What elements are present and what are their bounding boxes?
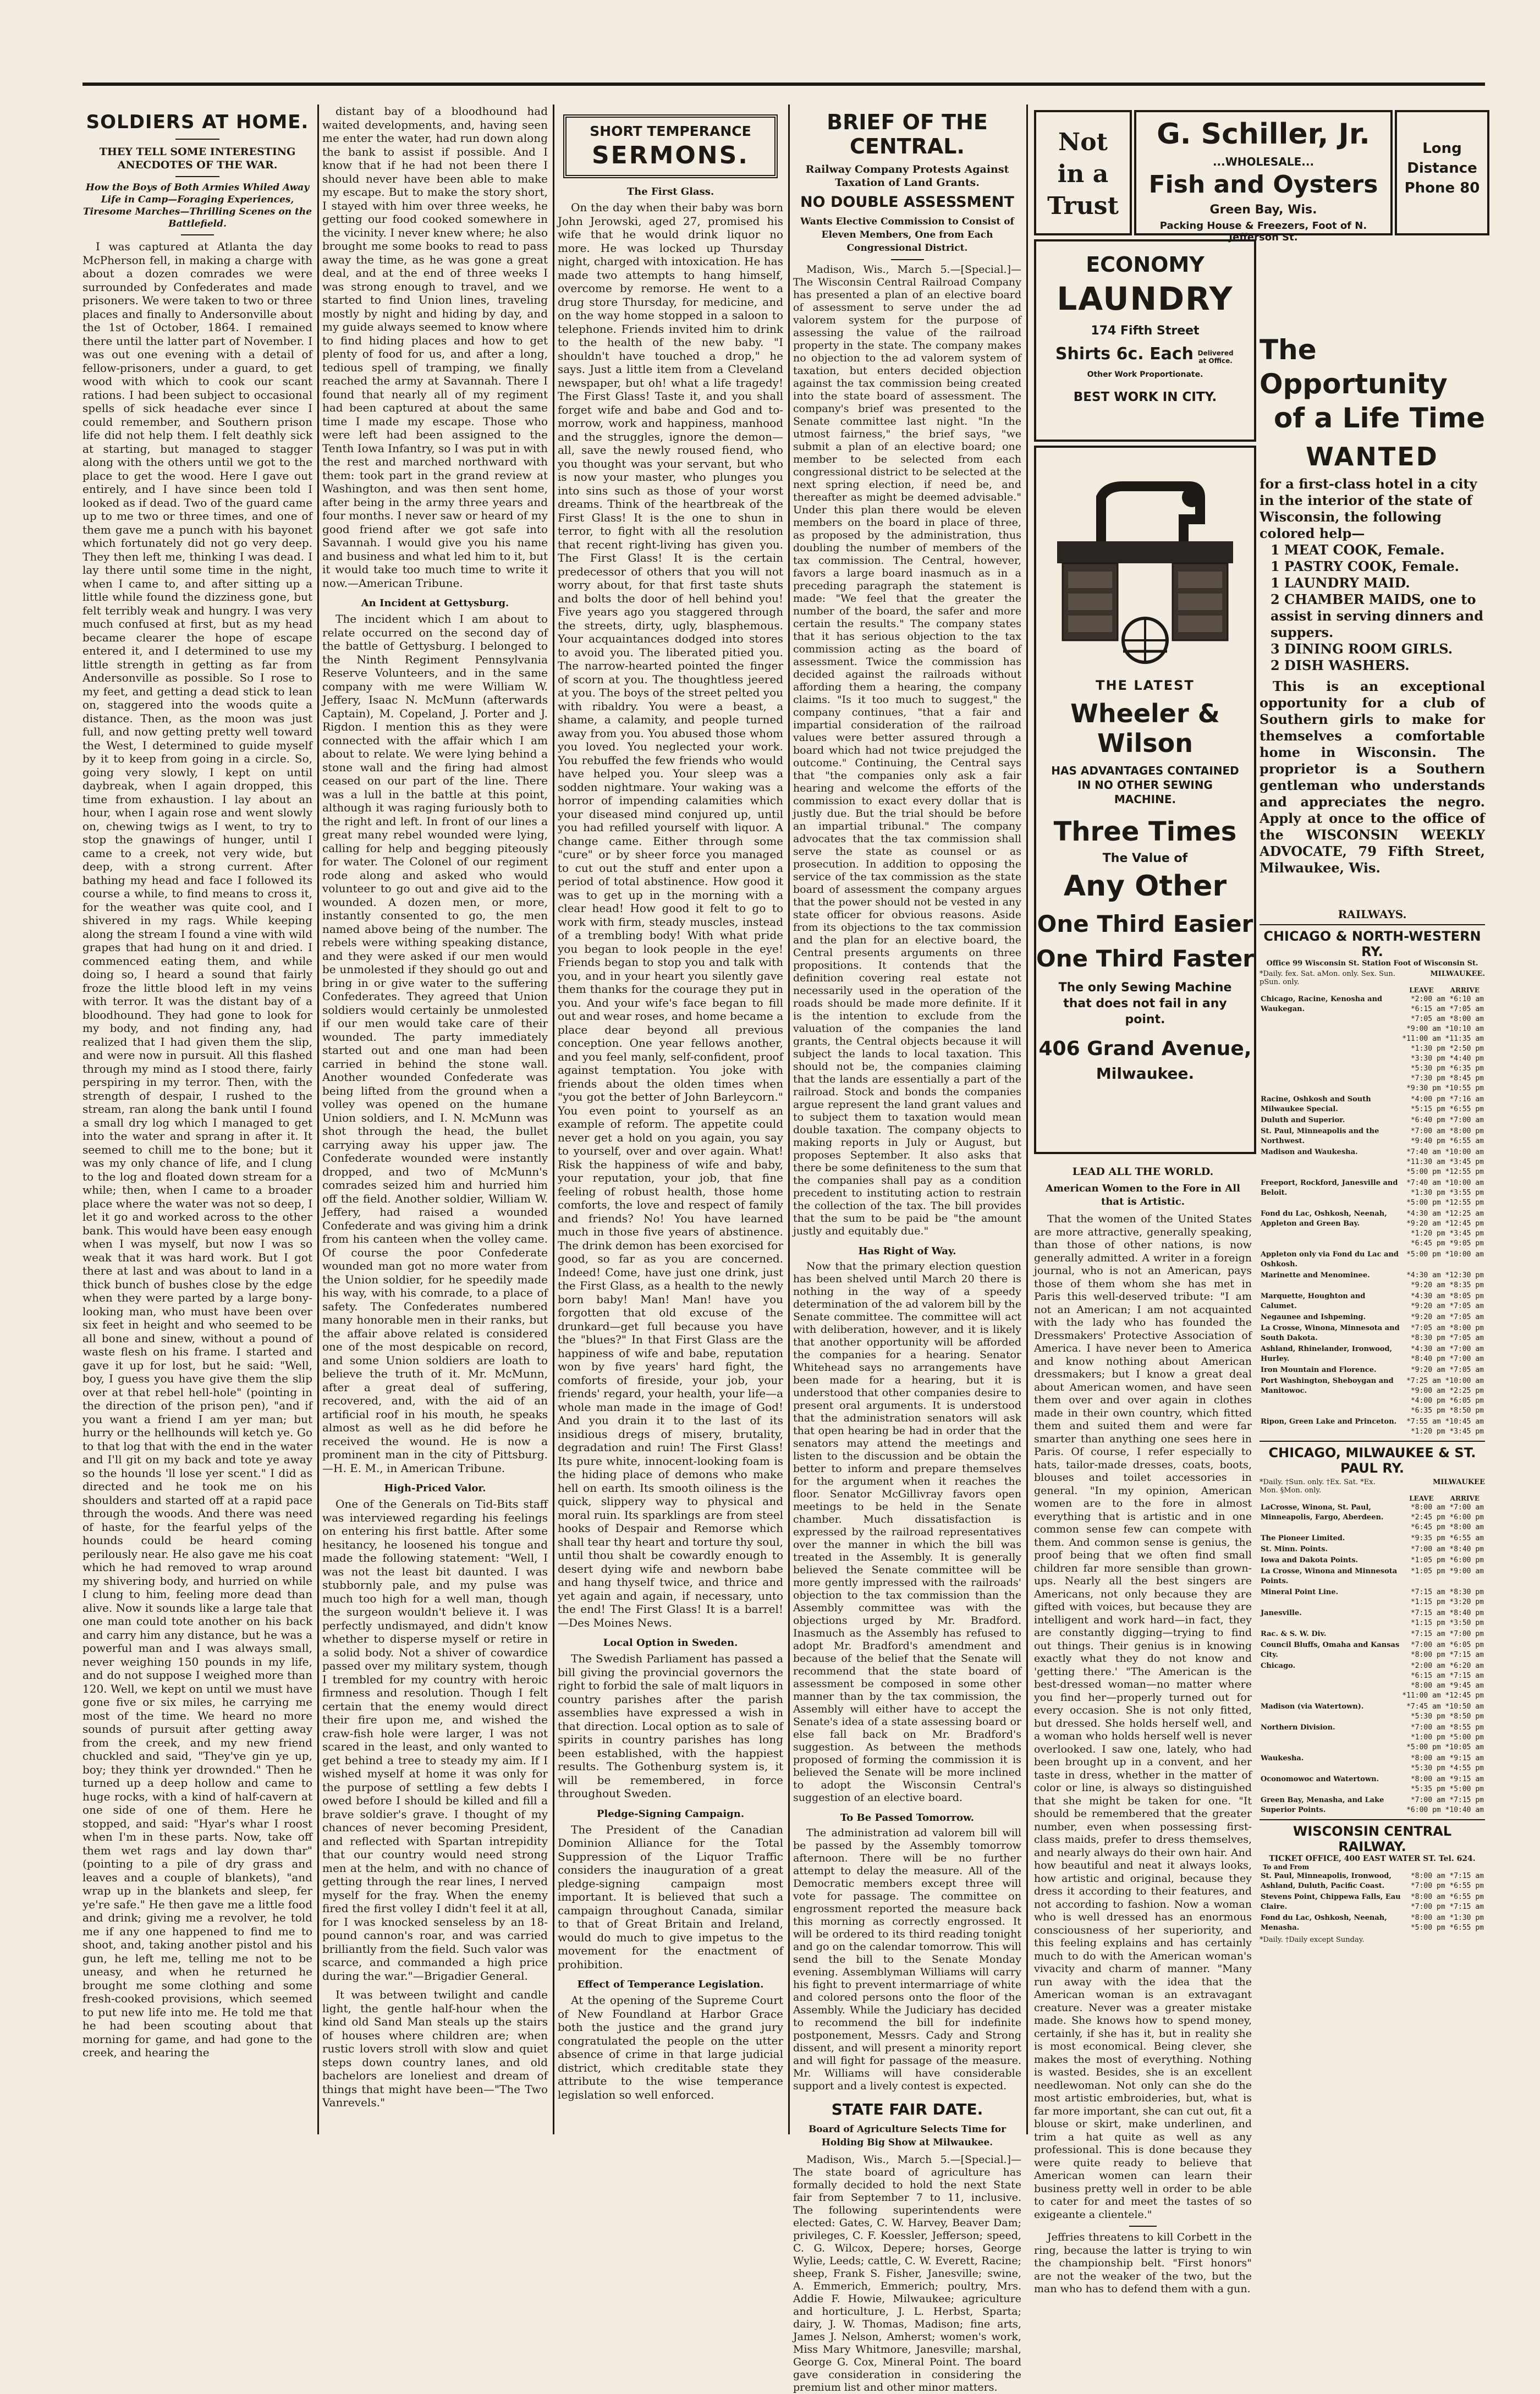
ad-line: THE LATEST [1096,678,1195,693]
departure-times [1401,994,1485,1094]
destination: Marinette and Menominee. [1261,1271,1370,1280]
article-heading: Effect of Temperance Legislation. [577,1979,764,1990]
article-deck: How the Boys of Both Armies Whiled Away Life in Camp—Foraging Experiences, Tiresome Marches—Thrilling Scenes on the Battlefield. [82,182,312,229]
time-pair: *7:15 am *8:40 pm [1410,1609,1484,1617]
time-pair: *7:40 am *10:00 am [1406,1148,1484,1156]
time-pair: *5:00 pm *12:55 pm [1406,1168,1484,1176]
article-subhead: American Women to the Fore in All that is Artistic. [1046,1183,1240,1207]
time-pair: *8:00 am *1:30 pm [1410,1914,1484,1922]
departure-times [1401,1555,1485,1566]
departure-times [1401,1661,1485,1701]
timetable-row [1260,1640,1485,1661]
departure-times [1410,1871,1485,1892]
destination: Marquette, Houghton and Calumet. [1261,1292,1366,1310]
article-body: I was captured at Atlanta the day McPherson fell, in making a charge with about a dozen comrades we were surrounded by Confederates and made prisoners. We were taken to two or three places and finally to Andersonville about the 1st of October, 1864. I remained there until the latter part of November. I was out one evening with a detail of fellow-prisoners, under a guard, to get wood with which to cook our scant rations. I had been subject to occasional spells of sick headache ever since I could remember, and Southern prison life did not help them. I felt deathly sick at starting, but managed to stagger along with the others until we got to the place to get the wood. Here I gave out entirely, and I have since been told I looked as if dead. Two of the guard came up to me two or three times, and one of them gave me a punch with his bayonet which fortunately did not go very deep. They then left me, thinking I was dead. I lay there until some time in the night, when I came to, and after sitting up a little while found the dizziness gone, but felt terribly weak and hungry. I was very much confused at first, but as my head became clearer the hope of escape entered it, and I determined to use my little strength in getting as far from Andersonville as possible. So I rose to my feet, and getting a dead stick to lean on, staggered into the woods quite a distance. Then, as the moon was just full, and now getting pretty well toward the West, I determined to guide myself by it to keep from going in a circle. So, going very slowly, I kept on until daybreak, when I again dropped, this time from exhaustion. I lay about an hour, when I again rose and went slowly on, chewing twigs as I went, to try to stop the gnawings of hunger, until I came to a creek, not very wide, but deep, with a strong current. After bathing my head and face I followed its course a while, to find means to cross it, for the weather was quite cool, and I shivered in my rags. While keeping along the stream I found a vine with wild grapes that had hung on it and dried. I commenced eating them, and while doing so, I heard a sound that fairly froze the little blood left in my veins with terror. It was the distant bay of a bloodhound. They had gone to look for my body, and not finding any, had realized that I had given them the slip, and were now in pursuit. All this flashed through my mind as I stood there, fairly perspiring in my terror. Then, with the strength of despair, I rushed to the stream, ran along the bank until I found a small dry log which I managed to get into the water and sprang in after it. It seemed to chill me to the bone; but it was my only chance of life, and I clung to the log and floated down stream for a while; then, when I came to a broader place where the water was not so deep, I let it go and worked across to the other bank. This would have been easy enough when I was myself, but now I was so weak that it was hard work. But I got there at last and was about to land in a thick bunch of bushes close by the edge when they were parted by a large bony-looking man, who must have been over six feet in height and who seemed to be all bone and sinew, without a pound of waste flesh on his frame. I started and gave it up for lost, but he said: "Well, boy, I guess you have give them the slip over at that rebel hell-hole" (pointing in the direction of the prison pen), "and if you want a friend I am yer man; but hurry or the hellhounds will ketch ye. Go to that log that with the end in the water and I'll git on my back and tote ye away so the hounds 'll lose yer scent." I did as directed and he took me on his shoulders and started off at a rapid pace through the woods. And there was need of haste, for the fearful yelps of the hounds could be heard coming perilously near. He also gave me his coat which he had removed to wrap around my shivering body, and hurried on while I clung to him, feeling more dead than alive. Now it sounds like a large tale that one man could tote another on his back and carry him any distance, but he was a powerful man and I was always small, never weighing 150 pounds in my life, and do not suppose I weighed more than 120. Well, we kept on until we must have gone five or six miles, he carrying me most of the time. We heard no more sounds of pursuit after getting away from the creek, and my new friend chuckled and said, "They've gin ye up, boy; they think yer drownded." Then he turned up a deep hollow and came to huge rocks, with a kind of half-cavern at one side of one of them. Here he stopped, and said: "Hyar's whar I roost when I'm in these parts. Now, take off them wet rags and lay down thar" (pointing to a pile of dry grass and leaves and a couple of blankets), "and wrap up in the blankets and sleep, fer ye're safe." He then gave me a little food and drink; giving me a revolver, he told me if any one happened to find me to shoot, and, taking another pistol and his gun, he left me, telling me not to be uneasy, and when he returned he brought me some clothing and some fresh-cooked provisions, which seemed to put new life into me. He told me that he had been scouting about that morning for game, and had gone to the creek, and hearing the [82,240,312,2059]
time-pair: *2:00 am *6:10 am [1410,995,1484,1003]
ad-city: Green Bay, Wis. [1209,203,1317,217]
column-divider [788,105,790,2134]
time-pair: *7:40 am *10:00 am [1406,1179,1484,1187]
time-pair: *5:30 pm *4:55 pm [1410,1764,1484,1772]
time-pair: *7:00 am *8:55 pm [1410,1723,1484,1732]
departure-times [1401,1608,1485,1629]
railway-key: *Daily. fex. Sat. aMon. only. Sex. Sun. pSun. only. [1260,970,1395,986]
article-heading: Has Right of Way. [858,1245,956,1257]
timetable-row [1260,1774,1485,1795]
time-pair: *6:40 pm *7:00 am [1410,1116,1484,1124]
departure-times [1401,1774,1485,1795]
article-body: It was between twilight and candle light, the gentle half-hour when the kind old Sand Man steals up the stairs of houses where children are; when rustic lovers stroll with slow and quiet steps down country lanes, and old bachelors are loneliest and dream of things that might have been—"The Two Vanrevels." [322,1988,548,2109]
ad-wheeler-wilson [1034,446,1256,1154]
time-pair: *8:00 am *6:55 pm [1410,1893,1484,1901]
destination: Oconomowoc and Watertown. [1261,1775,1379,1783]
article-lead-world [1034,1158,1252,2295]
article-body: That the women of the United States are more attractive, generally speaking, than those of other nations, is now generally admitted. A writer in a foreign journal, who is not an American, pays those of them whom she has met in Paris this well-deserved tribute: "I am not an American; I am not acquainted with the lady who has founded the Dressmakers' Protective Association of America. I have never been to America and know nothing about American dressmakers; but I know a great deal about American women, and have seen them over and over again in clothes made in their own country, which fitted them and suited them and were far smarter than anything one sees here in Paris. Of course, I refer especially to hats, tailor-made dresses, coats, boots, blouses and toilet accessories in general. "In my opinion, American women are to the fore in almost everything that is artistic and in one common sense few can compete with them. And common sense is genius, the proof being that we often find small children far more sensible than grown-ups. Nearly all the best singers are Americans, not only because they are gifted with voices, but because they are intelligent and work hard—in fact, they are constantly digging—trying to find out things. Their genius is in knowing exactly what they do not know and 'getting there.' "The American is the best-dressed woman—no matter where you find her—properly turned out for every occasion. She is not only fitted, but dressed. She holds herself well, and a woman who holds herself well is never overlooked. I saw one, lately, who had been brought up in a convent, and her taste in dress, whether in the matter of color or line, is always so distinguished that she might be taken for one. "It should be remembered that the greater number, even when possessing first-class maids, prefer to dress themselves, and nearly always do their own hair. And how beautiful and neat it always looks, how artistic and original, because they dress it according to their features, and not according to fashion. Now a woman who is well dressed has an enormous consciousness of her superiority, and this feeling explains and has certainly much to do with the American woman's vivacity and charm of manner. "Many run away with the idea that the American woman is an extravagant creature. Never was a greater mistake made. She knows how to spend money, certainly, if she has it, but in reality she is most economical. Being clever, she makes the most of everything. Nothing is wasted. Besides, she is an excellent needlewoman. Not only can she do the most artistic embroideries, but, what is far more important, she can cut out, fit a blouse or skirt, make underlinen, and trim a hat quite as well as any professional. This is done because they were quite ready to believe that American women can learn their business pretty well in order to be able to cater for and meet the tastes of so exigeante a clientele." [1034,1213,1252,2221]
departure-times [1401,1416,1485,1437]
time-pair: *9:20 am *7:05 am [1410,1302,1484,1310]
departure-times [1401,1249,1485,1270]
time-pair: *8:30 pm *7:05 am [1410,1334,1484,1342]
time-pair: *4:00 pm *6:05 pm [1410,1397,1484,1405]
ad-line: One Third Easier [1037,910,1253,937]
ad-city: Milwaukee. [1096,1064,1195,1083]
ad-intro: for a first-class hotel in a city in the interior of the state of Wisconsin, the following colored help— [1260,476,1477,541]
destination: Iowa and Dakota Points. [1261,1556,1358,1564]
job-item: 1 MEAT COOK, Female. [1270,542,1445,558]
column-divider [317,105,319,2134]
ad-line: point. [1125,1013,1165,1026]
time-pair: *1:20 pm *3:45 pm [1410,1229,1484,1238]
article-body: The incident which I am about to relate occurred on the second day of the battle of Gettysburg. I belonged to the Ninth Regiment Pennsylvania Reserve Volunteers, and in the same company with me were William W. Jeffery, Isaac N. McMunn (afterwards Captain), M. Copeland, J. Porter and J. Rigdon. I mention this as they were connected with the affair which I am about to relate. We were lying behind a stone wall and the firing had almost ceased on our part of the line. There was a lull in the battle at this point, although it was raging furiously both to the right and left. In front of our lines a great many rebel wounded were lying, calling for help and begging piteously for water. The Colonel of our regiment rode along and asked who would volunteer to go out and give aid to the wounded. A dozen men, or more, instantly consented to go, the men named above being of the number. The rebels were withing speaking distance, and they were asked if our men would be unmolested if they should go out and bring in or give water to the suffering Confederates. They agreed that Union soldiers would certainly be unmolested if our men would take care of their wounded. The party immediately started out and one man had been carried in behind the stone wall. Another wounded Confederate was being lifted from the ground when a volley was opened on the humane Union soldiers, and I. N. McMunn was shot through the head, the bullet carrying away his upper jaw. The Confederate wounded were instantly dropped, and two of McMunn's comrades seized him and hurried him off the field. Another soldier, William W. Jeffery, had raised a wounded Confederate and was giving him a drink from his canteen when the volley came. Of course the poor Confederate wounded man got no more water from the Union soldier, for he speedily made his way, with his comrade, to a place of safety. The Confederates numbered many honorable men in their ranks, but the affair above related is considered one of the most despicable on record, and some Union soldiers are loath to believe the truth of it. Mr. McMunn, after a great deal of suffering, recovered, and, with the aid of an artificial roof in his mouth, he speaks almost as well as he did before he received the wound. He is now a prominent man in the city of Pittsburg.—H. E. M., in American Tribune. [322,612,548,1475]
ad-company-name: Wheeler & Wilson [1070,699,1220,758]
ad-line: that does not fail in any [1063,997,1227,1011]
time-pair: *9:20 am *8:35 pm [1410,1281,1484,1289]
time-pair: *4:30 am *8:05 pm [1410,1292,1484,1300]
column-central [793,105,1021,2393]
time-pair: *6:15 am *7:05 am [1410,1005,1484,1013]
time-pair: *7:00 am *6:05 pm [1410,1641,1484,1649]
article-heading: To Be Passed Tomorrow. [840,1812,975,1824]
destination: Stevens Point, Chippewa Falls, Eau Claire. [1261,1893,1401,1911]
newspaper-page [82,83,1485,2393]
railway-city: MILWAUKEE. [1430,970,1485,978]
timetable-row [1260,1544,1485,1555]
destination: Chicago, Racine, Kenosha and Waukegan. [1261,995,1383,1013]
ad-line: Not [1058,128,1108,156]
ad-address: 174 Fifth Street [1091,324,1200,338]
destination: Mineral Point Line. [1261,1588,1339,1596]
destination: La Crosse, Winona and Minnesota Points. [1261,1567,1398,1585]
ad-phone [1395,110,1489,235]
departure-times [1401,1323,1485,1344]
railway-name: CHICAGO & NORTH-WESTERN RY. [1263,929,1481,959]
timetable-row [1260,1376,1485,1416]
timetable-footnote: *Daily. †Daily except Sunday. [1260,1936,1365,1944]
leave-header: LEAVE [1409,986,1434,994]
destination: Racine, Oshkosh and South Milwaukee Special. [1261,1095,1371,1113]
time-pair: *11:00 am *11:35 am [1402,1035,1484,1043]
destination: Council Bluffs, Omaha and Kansas City. [1261,1641,1400,1659]
timetable-row [1260,1115,1485,1126]
destination: Janesville. [1261,1609,1302,1617]
ad-price: Shirts 6c. Each [1055,344,1194,364]
destination: St. Paul, Minneapolis and the Northwest. [1261,1127,1379,1145]
time-pair: *7:00 am *7:15 pm [1410,1796,1484,1804]
time-pair: *1:20 pm *3:45 pm [1410,1427,1484,1436]
timetable-row [1260,1629,1485,1640]
article-body: On the day when their baby was born John Jerowski, aged 27, promised his wife that he would drink liquor no more. He was locked up Thursday night, charged with intoxication. He has made two attempts to hang himself, overcome by remorse. He went to a drug store Thursday, for medicine, and on the way home stopped in a saloon to telephone. Friends invited him to drink to the health of the new baby. "I shouldn't have touched a drop," he says. Just a little item from a Cleveland newspaper, but oh! what a life tragedy! The First Glass! Taste it, and you shall forget wife and babe and God and to-morrow, work and happiness, manhood and the struggles, ignore the demon—all, save the newly roused fiend, who you thought was your servant, but who is now your master, who plunges you into sins such as those of your worst dreams. Think of the heartbreak of the First Glass! It is the one to shun in terror, to fight with all the resolution that recent right-living has given you. The First Glass! It is the certain predecessor of others that you will not worry about, for that first taste shuts and bolts the door of hell behind you! Five years ago you staggered through the streets, dirty, ugly, blasphemous. Your acquaintances dodged into stores to avoid you. The liberated pitied you. The narrow-hearted pointed the finger of scorn at you. The thoughtless jeered at you. The boys of the street pelted you with ribaldry. You were a beast, a shame, a calamity, and people turned away from you. You abused those whom you loved. You neglected your work. You rebuffed the few friends who would have helped you. Your sleep was a sodden nightmare. Your waking was a horror of impending calamities which your diseased mind conjured up, until you had refilled yourself with liquor. A change came. Either through some "cure" or by sheer force you managed to cut out the stuff and enter upon a period of total abstinence. How good it was to get up in the morning with a clear head! How good it felt to go to work with firm, steady muscles, instead of a trembling body! With what pride you began to look people in the eye! Friends began to stop you and talk with you, and in your heart you silently gave them thanks for the courage they put in you. And your wife's face began to fill out and wear roses, and home became a place dear beyond all previous conception. One year fellows another, and you feel manly, self-confident, proof against temptation. You joke with friends about the olden times when "you got the better of John Barleycorn." You even point to yourself as an example of reform. The appetite could never get a hold on you again, you say to yourself, over and over again. What! Risk the happiness of wife and baby, your reputation, your job, that fine feeling of robust health, those home comforts, the love and respect of family and friends? No! You have learned much in those five years of abstinence. The drink demon has been exorcised for good, so far as you are concerned. Indeed! Come, have just one drink, just the First Glass, as a health to the newly born baby! Man! Man! have you forgotten that old excuse of the drunkard—get full because you have the "blues?" In that First Glass are the happiness of wife and babe, reputation won by five years' hard fight, the comforts of fireside, your job, your friends' regard, your health, your life—a whole man made in the image of God! And you drain it to the last of its insidious dregs of misery, brutality, degradation and ruin! The First Glass! Its pure white, innocent-looking foam is the hiding place of demons who make hell on earth. Its smooth oiliness is the quick, slippery way to physical and moral ruin. Its sparklings are from steel hooks of Despair and Remorse which shall tear thy heart and torture thy soul, until thou shalt be cowardly enough to desert dying wife and newborn babe and hang thyself twice, and thrice and yet again and again, if necessary, unto the end! The First Glass! It is a barrel!—Des Moines News. [558,201,783,1629]
time-pair: *9:00 am *10:10 am [1406,1025,1484,1033]
ad-line: Any Other [1063,870,1227,903]
time-pair: *3:30 pm *4:40 pm [1410,1055,1484,1063]
ad-line: One Third Faster [1036,945,1254,972]
destination: Ashland, Rhinelander, Ironwood, Hurley. [1261,1345,1393,1363]
timetable-row [1260,1753,1485,1774]
time-pair: *4:30 am *7:00 am [1410,1345,1484,1353]
article-body: The President of the Canadian Dominion Alliance for the Total Suppression of the Liquor Traffic considers the inauguration of a great pledge-signing campaign most important. It is believed that such a campaign throughout Canada, similar to that of Great Britain and Ireland, would do much to give impetus to the movement for the enactment of prohibition. [558,1822,783,1971]
timetable-row [1260,1094,1485,1115]
section-heading: RAILWAYS. [1338,908,1407,921]
article-heading: Local Option in Sweden. [603,1637,738,1649]
timetable-row [1260,1249,1485,1270]
time-pair: *7:00 pm *7:15 am [1410,1903,1484,1911]
time-pair: *1:30 pm *2:50 pm [1410,1045,1484,1053]
departure-times [1401,1344,1485,1365]
destination: Ripon, Green Lake and Princeton. [1261,1418,1397,1426]
article-subhead: THEY TELL SOME INTERESTING ANECDOTES OF THE WAR. [99,146,296,171]
ad-line: ...WHOLESALE... [1212,155,1314,168]
article-heading: The First Glass. [626,186,714,197]
time-pair: *9:20 am *12:45 pm [1406,1220,1484,1228]
time-pair: *1:05 pm *9:00 am [1410,1567,1484,1575]
time-pair: *5:00 pm *10:05 am [1406,1743,1484,1751]
timetable-row [1260,1312,1485,1323]
railway-office: TICKET OFFICE, 400 EAST WATER ST. Tel. 624. [1269,1854,1476,1863]
time-pair: *8:00 pm *7:15 am [1410,1651,1484,1659]
timetable-row [1260,1270,1485,1291]
railway-office: Office 99 Wisconsin St. Station Foot of Wisconsin St. [1266,959,1478,968]
job-item: 1 LAUNDRY MAID. [1270,575,1410,591]
job-list [1260,542,1485,674]
time-pair: *8:00 am *7:15 am [1410,1872,1484,1880]
job-item: 2 CHAMBER MAIDS, one to assist in serving dinners and suppers. [1270,591,1483,640]
ad-tagline: BEST WORK IN CITY. [1073,389,1217,404]
timetable-row [1260,1722,1485,1753]
railway-name: CHICAGO, MILWAUKEE & ST. PAUL RY. [1268,1445,1476,1476]
ad-line: The only Sewing Machine [1058,981,1232,995]
departure-times [1401,1753,1485,1774]
job-item: 2 DISH WASHERS. [1270,657,1410,673]
time-pair: *7:25 am *10:00 am [1406,1377,1484,1385]
top-rule [82,83,1485,86]
departure-times [1410,1913,1485,1934]
article-subhead: NO DOUBLE ASSESSMENT [800,194,1014,211]
time-pair: *7:15 am *7:00 pm [1410,1630,1484,1638]
departure-times [1401,1270,1485,1291]
article-title: STATE FAIR DATE. [831,2100,983,2118]
timetable-row [1260,1795,1485,1816]
departure-times [1401,1629,1485,1640]
time-pair: *6:00 pm *10:40 am [1406,1806,1484,1814]
time-pair: *8:00 am *9:15 am [1410,1754,1484,1762]
destination: The Pioneer Limited. [1261,1534,1345,1542]
box-title: SHORT TEMPERANCE [590,123,751,139]
time-pair: *8:00 am *9:15 am [1410,1775,1484,1783]
ad-line: Long [1422,140,1462,157]
departure-times [1401,1795,1485,1816]
time-pair: *9:35 pm *6:55 am [1410,1534,1484,1542]
timetable-row [1260,1323,1485,1344]
article-body: The administration ad valorem bill will be passed by the Assembly tomorrow afternoon. There will be no further attempt to delay the measure. All of the Democratic members except three will vote for passage. The committee on engrossment reported the measure back this morning as correctly engrossed. It will be ordered to its third reading tonight and go on the calendar tomorrow. This will send the bill to the Senate Monday evening. Assemblyman Williams will carry his fight to prevent intermarriage of white and colored persons onto the floor of the Assembly. While the Judiciary has decided to recommend the bill for indefinite postponement, Messrs. Cady and Strong dissent, and will present a minority report and will fight for passage of the measure. Mr. Williams will have considerable support and a lively contest is expected. [793,1827,1021,2092]
time-pair: *11:30 am *3:45 pm [1406,1158,1484,1166]
ad-line: in a [1057,160,1109,188]
departure-times [1401,1533,1485,1544]
destination: Iron Mountain and Florence. [1261,1366,1377,1374]
article-title: SOLDIERS AT HOME. [86,111,309,133]
departure-times [1401,1312,1485,1323]
time-pair: *1:05 pm *6:00 pm [1410,1556,1484,1564]
destination: Duluth and Superior. [1261,1116,1345,1124]
departure-times [1401,1147,1485,1178]
time-pair: *7:55 am *10:45 am [1406,1418,1484,1426]
article-body: Jeffries threatens to kill Corbett in the ring, because the latter is trying to win the championship belt. "First honors" are not the weaker of the two, but the man who has to defend them with a gun. [1034,2231,1252,2295]
timetable-cmsp [1260,1502,1485,1816]
ad-body: This is an exceptional opportunity for a club of Southern girls to make for themselves a comfortable home in Wisconsin. The proprietor is a Southern gentleman who understands and appreciates the negro. Apply at once to the office of the WISCONSIN WEEKLY ADVOCATE, 79 Fifth Street, Milwaukee, Wis. [1260,678,1485,876]
time-pair: *7:05 am *8:00 am [1410,1015,1484,1023]
departure-times [1401,1094,1485,1115]
wc-subheader: To and From [1263,1863,1310,1871]
time-pair: *9:20 am *7:05 am [1410,1366,1484,1374]
article-heading: An Incident at Gettysburg. [361,597,509,609]
departure-times [1401,1566,1485,1587]
time-pair: *7:00 am *8:40 pm [1410,1545,1484,1553]
time-pair: *8:40 pm *7:00 am [1410,1355,1484,1363]
ad-line: HAS ADVANTAGES CONTAINED IN NO OTHER SEWING MACHINE. [1051,764,1239,806]
railway-key: *Daily. †Sun. only. †Ex. Sat. *Ex. Mon. §Mon. only. [1260,1478,1376,1495]
time-pair: *5:15 pm *6:55 pm [1410,1105,1484,1113]
destination: LaCrosse, Winona, St. Paul, Minneapolis, Fargo, Aberdeen. [1261,1503,1384,1522]
destination: La Crosse, Winona, Minnesota and South Dakota. [1261,1324,1400,1342]
timetable-cnw [1260,994,1485,1437]
destination: Waukesha. [1261,1754,1304,1762]
article-deck: Board of Agriculture Selects Time for Holding Big Show at Milwaukee. [808,2124,1007,2148]
job-item: 3 DINING ROOM GIRLS. [1270,641,1453,657]
ad-address: 406 Grand Avenue, [1038,1037,1252,1060]
time-pair: *6:45 pm *9:05 pm [1410,1239,1484,1248]
ad-address: Packing House & Freezers, Foot of N. Jefferson St. [1159,220,1367,243]
time-pair: *7:00 pm *6:55 pm [1410,1882,1484,1890]
time-pair: *1:00 pm *5:00 pm [1410,1733,1484,1742]
time-pair: *5:35 pm *5:00 pm [1410,1785,1484,1793]
departure-times [1401,1178,1485,1209]
article-body: distant bay of a bloodhound had waited developments, and, having seen me enter the water, had run down along the bank to assist if possible. And I know that if he had not been there I should never have been able to make my escape. But to make the story short, I stayed with him over three weeks, he getting our food cooked somewhere in the vicinity. I never knew where; he also brought me some books to read to pass away the time, as he was gone a great deal, and at the end of three weeks I was strong enough to travel, and we started to find Union lines, traveling mostly by night and hiding by day, and my guide always seemed to know where to find hiding places and how to get plenty of food for us, and after a long, tedious spell of tramping, we finally reached the army at Savannah. There I found that nearly all of my regiment had been captured at about the same time I made my escape. Those who were left had been assigned to the Tenth Iowa Infantry, so I was put in with the rest and marched northward with them: took part in the grand review at Washington, and was then sent home, after being in the army three years and four months. I never saw or heard of my good friend after we got safe into Savannah. I would give you his name and business and what led him to it, but it would take too much time to write it now.—American Tribune. [322,105,548,590]
timetable-row [1260,1566,1485,1587]
departure-times [1401,1587,1485,1608]
departure-times [1401,1115,1485,1126]
destination: Green Bay, Menasha, and Lake Superior Points. [1261,1796,1384,1814]
destination: Madison and Waukesha. [1261,1148,1358,1156]
time-pair: *5:00 pm *12:55 pm [1406,1199,1484,1207]
leave-header: LEAVE [1409,1495,1434,1502]
timetable-row [1260,1892,1485,1913]
timetable-row [1260,1365,1485,1376]
departure-times [1401,1126,1485,1147]
article-deck: Wants Elective Commission to Consist of Eleven Members, One from Each Congressional District. [800,216,1014,254]
ad-line: Three Times [1053,816,1237,847]
time-pair: *8:00 am *7:00 am [1410,1503,1484,1512]
article-title: BRIEF OF THE CENTRAL. [827,110,988,158]
ad-headline: of a Life Time [1274,402,1485,434]
timetable-row [1260,1661,1485,1701]
job-item: 1 PASTRY COOK, Female. [1270,558,1460,574]
timetable-row [1260,1913,1485,1934]
time-pair: *5:00 pm *10:00 am [1406,1250,1484,1259]
time-pair: *1:15 pm *3:20 pm [1410,1598,1484,1606]
arrive-header: ARRIVE [1450,1495,1480,1502]
time-pair: *9:00 am *2:25 pm [1410,1387,1484,1395]
time-pair: *5:30 pm *6:35 pm [1410,1064,1484,1073]
time-pair: *9:30 pm *10:55 pm [1406,1084,1484,1092]
timetable-row [1260,1701,1485,1722]
timetable-row [1260,1291,1485,1312]
time-pair: *9:40 pm *6:55 am [1410,1137,1484,1145]
ad-schiller [1134,110,1393,243]
timetable-row [1260,1502,1485,1533]
article-heading: Pledge-Signing Campaign. [596,1808,745,1820]
destination: Fond du Lac, Oshkosh, Neenah, Appleton and Green Bay. [1261,1210,1387,1228]
destination: St. Minn. Points. [1261,1545,1328,1553]
time-pair: *1:15 pm *3:50 pm [1410,1619,1484,1627]
time-pair: *6:35 pm *8:50 pm [1410,1407,1484,1415]
article-subhead: Railway Company Protests Against Taxation of Land Grants. [805,163,1009,189]
departure-times [1401,1365,1485,1376]
railway-name: WISCONSIN CENTRAL RAILWAY. [1292,1824,1452,1854]
departure-times [1401,1376,1485,1416]
time-pair: *1:30 pm *3:55 pm [1410,1189,1484,1197]
arrive-header: ARRIVE [1450,986,1480,994]
column-temperance [558,105,783,2134]
timetable-row [1260,994,1485,1094]
time-pair: *7:45 am *10:50 am [1406,1703,1484,1711]
article-body: Madison, Wis., March 5.—[Special.]—The Wisconsin Central Railroad Company has presented a plan of an elective board of assessment to serve under the ad valorem system for the purpose of assessing the value of the railroad property in the state. The company makes no objection to the ad valorem system of taxation, but enters decided objection against the tax commission being created into the state board of assessment. The company's brief was presented to the Senate committee last night. "In the utmost fairness," the brief says, "we submit a plan of an elective board; one member to be selected from each congressional district to be selected at the next spring election, if need be, and thereafter as might be deemed advisable." Under this plan there would be eleven members on the board in place of three, as proposed by the administration, thus doubling the number of members of the tax commission. The Central, however, favors a large board inasmuch as in a preceding paragraph the statement is made: "We feel that the greater the number of the board, the safer and more certain the results." The company states that it has serious objection to the tax commission acting as the board of assessment. Twice the commission has decided against the railroads without affording them a hearing, the company claims. "Is it too much to suggest," the company continues, "that a fair and impartial consideration of the railroad values were better assured through a board which had not twice prejudged the outcome." Continuing, the Central says that "the companies only ask a fair hearing and welcome the efforts of the commission to exact every dollar that is justly due. But the trial should be before an impartial tribunal." The company advocates that the tax commission shall serve the state as counsel or as prosecution. In addition to opposing the service of the tax commission as the state board of assessment the company argues that the power should not be vested in any state officer for obvious reasons. Aside from its objections to the tax commission and the plan for an elective board, the Central presents arguments on three propositions. It contends that the definition covering real estate not necessarily used in the operation of the roads should be made more definite. If it is the intention to exclude from the valuation of the companies the land grants, the Central objects because it will subject the lands to local taxation. This should not be, the companies claiming that the lands are essentially a part of the railroad. Stock and bonds the companies argue represent the land grant values and to subject them to taxation would mean double taxation. The company objects to making reports in July or August, but proposes September. It also asks that there be some definiteness to the sum that the companies shall pay as a condition precedent to instituting action to restrain the collection of the tax. The bill provides that the sum to be paid be "the amount justly and equitably due." [793,263,1021,1237]
timetable-row [1260,1587,1485,1608]
departure-times [1401,1209,1485,1249]
time-pair: *7:30 pm *8:45 pm [1410,1074,1484,1083]
timetable-row [1260,1416,1485,1437]
departure-times [1401,1722,1485,1753]
column-divider [553,105,554,2134]
time-pair: *4:30 am *12:25 am [1406,1210,1484,1218]
ad-opportunity [1260,333,1485,883]
article-body: Now that the primary election question has been shelved until March 20 there is nothing in the way of a speedy determination of the ad valorem bill by the Senate committee. The committee will act with deliberation, however, and it is likely that another opportunity will be afforded the companies for a hearing. Senator Whitehead says no arrangements have been made for a hearing, but it is understood that other companies desire to present oral arguments. It is understood that the administration senators will ask that open hearing be had in order that the senators may attend the meetings and listen to the discussion and be obtain the better to inform and prepare themselves for the argument when it reaches the floor. Senator McGillivray favors open meetings to be held in the Senate chamber. Much dissatisfaction is expressed by the railroad representatives over the manner in which the bill was treated in the Assembly. It is generally believed the Senate committee will be more gently impressed with the railroads' objection to the tax commission than the Assembly committee was with the objections urged by Mr. Bradford. Inasmuch as the Assembly has refused to adopt Mr. Bradford's amendment and because of the belief that the Senate will recommend that the state board of assessment be composed in some other manner than by the tax commission, the Assembly will either have to accept the Senate's idea of a state assessing board or else fall back on Mr. Bradford's suggestion. As between the methods proposed of forming the commission it is believed the Senate will be more inclined to adopt the Wisconsin Central's suggestion of an elective board. [793,1260,1021,1804]
timetable-wc [1260,1871,1485,1934]
destination: Appleton only via Fond du Lac and Oshkosh. [1261,1250,1399,1269]
time-pair: *2:00 am *6:20 am [1410,1662,1484,1670]
ad-line: ECONOMY [1086,252,1204,277]
destination: Fond du Lac, Oshkosh, Neenah, Menasha. [1261,1914,1387,1932]
timetable-row [1260,1555,1485,1566]
time-pair: *6:45 pm *8:00 am [1410,1523,1484,1531]
timetable-row [1260,1533,1485,1544]
departure-times [1401,1502,1485,1533]
time-pair: *7:15 am *8:30 pm [1410,1588,1484,1596]
time-pair: *4:30 am *12:30 pm [1406,1271,1484,1280]
ad-not-in-trust [1034,110,1132,235]
column-soldiers [82,105,312,2134]
timetable-row [1260,1871,1485,1892]
time-pair: *9:20 am *7:05 am [1410,1313,1484,1321]
ad-wanted: WANTED [1306,442,1439,471]
column-divider [1026,105,1028,2134]
time-pair: *7:00 am *8:00 pm [1410,1127,1484,1135]
departure-times [1401,1701,1485,1722]
departure-times [1401,1291,1485,1312]
article-heading: LEAD ALL THE WORLD. [1072,1166,1214,1178]
time-pair: *5:30 pm *8:50 pm [1410,1712,1484,1721]
time-pair: *2:45 pm *6:00 pm [1410,1513,1484,1522]
departure-times [1410,1892,1485,1913]
time-pair: *6:15 am *7:15 am [1410,1672,1484,1680]
ad-product: Fish and Oysters [1148,171,1378,199]
time-pair: *7:05 am *8:00 pm [1410,1324,1484,1332]
ad-line: Phone 80 [1404,180,1480,196]
ad-company-name: G. Schiller, Jr. [1157,118,1370,151]
ad-line: Trust [1047,192,1119,220]
railway-timetables [1260,908,1485,2134]
destination: St. Paul, Minneapolis, Ironwood, Ashland, Duluth, Pacific Coast. [1261,1872,1392,1890]
ad-company-name: LAUNDRY [1057,280,1234,317]
timetable-row [1260,1344,1485,1365]
sermons-box [563,114,778,178]
ad-headline: The Opportunity [1260,334,1448,400]
article-body: The Swedish Parliament has passed a bill giving the provincial governors the right to forbid the sale of malt liquors in country parishes after the parish assemblies have expressed a wish in that direction. Local option as to sale of spirits in country parishes has long been established, with the happiest results. The Gothenburg system is, it will be remembered, in force throughout Sweden. [558,1652,783,1800]
destination: Freeport, Rockford, Janesville and Beloit. [1261,1179,1398,1197]
timetable-row [1260,1147,1485,1178]
departure-times [1401,1640,1485,1661]
box-subtitle: SERMONS. [591,141,750,169]
timetable-row [1260,1608,1485,1629]
destination: Negaunee and Ishpeming. [1261,1313,1366,1321]
destination: Chicago. [1261,1662,1296,1670]
article-body: One of the Generals on Tid-Bits staff was interviewed regarding his feelings on entering his first battle. After some hesitancy, he loosened his tongue and made the following statement: "Well, I was not the least bit daunted. I was stubbornly pale, and my pulse was much too high for a well man, though the surgeon wouldn't believe it. I was perfectly undismayed, and didn't know whether to disperse myself or retire in a solid body. Not a shiver of cowardice passed over my military system, though I trembled for my country with heroic firmness and resolution. Though I felt certain that the enemy would direct their fire upon me, and wished the craw-fish hole were larger, I was not scared in the least, and only wanted to get behind a tree to steady my aim. If I wished myself at home it was only for the purpose of settling a few debts I owed before I should be killed and fill a brave soldier's grave. I thought of my chances of never becoming President, and reflected with Spartan intrepidity that our country would need strong men at the helm, and with no chance of getting through the rear lines, I nerved myself for the fray. When the enemy fired the first volley I didn't feel it at all, for I was knocked senseless by an 18-pound cannon's roar, and was carried brilliantly from the field. Such valor was scarce, and commanded a high price during the war."—Brigadier General. [322,1497,548,1983]
destination: Rac. & S. W. Div. [1261,1630,1327,1638]
sewing-machine-icon [1046,459,1244,668]
ad-note: Other Work Proportionate. [1087,370,1203,379]
ad-note: Delivered at Office. [1197,349,1234,365]
time-pair: *8:00 am *9:45 am [1410,1682,1484,1690]
time-pair: *11:00 am *12:45 pm [1402,1692,1484,1700]
departure-times [1401,1544,1485,1555]
timetable-row [1260,1126,1485,1147]
article-heading: High-Priced Valor. [384,1482,486,1494]
time-pair: *4:00 pm *7:16 am [1410,1095,1484,1103]
column-gettysburg [322,105,548,2134]
article-body: Madison, Wis., March 5.—[Special.]—The state board of agriculture has formally decided to hold the next State fair from September 7 to 11, inclusive. The following superintendents were elected: Gates, C. W. Harvey, Beaver Dam; privileges, C. F. Koessler, Jefferson; speed, C. G. Wilcox, Depere; horses, George Wylie, Leeds; cattle, C. W. Everett, Racine; sheep, Frank S. Fisher, Janesville; swine, A. Emmerich, Emmerich; poultry, Mrs. Addie F. Howie, Milwaukee; agriculture and horticulture, J. L. Herbst, Sparta; dairy, J. W. Thomas, Madison; fine arts, James J. Nelson, Amherst; women's work, Miss Mary Whitmore, Janesville; marshal, George G. Cox, Mineral Point. The board gave consideration in considering the premium list and other minor matters. [793,2154,1021,2393]
railway-city: MILWAUKEE [1432,1478,1485,1486]
destination: Port Washington, Sheboygan and Manitowoc. [1261,1377,1394,1395]
article-body: At the opening of the Supreme Court of New Foundland at Harbor Grace both the justice and the grand jury congratulated the people on the utter absence of crime in that large judicial district, which creditable state they attribute to the wise temperance legislation so well enforced. [558,1994,783,2101]
ad-line: Distance [1407,160,1477,177]
timetable-row [1260,1178,1485,1209]
ad-laundry [1034,239,1256,442]
ad-line: The Value of [1102,852,1188,865]
destination: Madison (via Watertown). [1261,1703,1364,1711]
time-pair: *5:00 pm *6:55 pm [1410,1924,1484,1932]
timetable-row [1260,1209,1485,1249]
destination: Northern Division. [1261,1723,1335,1732]
